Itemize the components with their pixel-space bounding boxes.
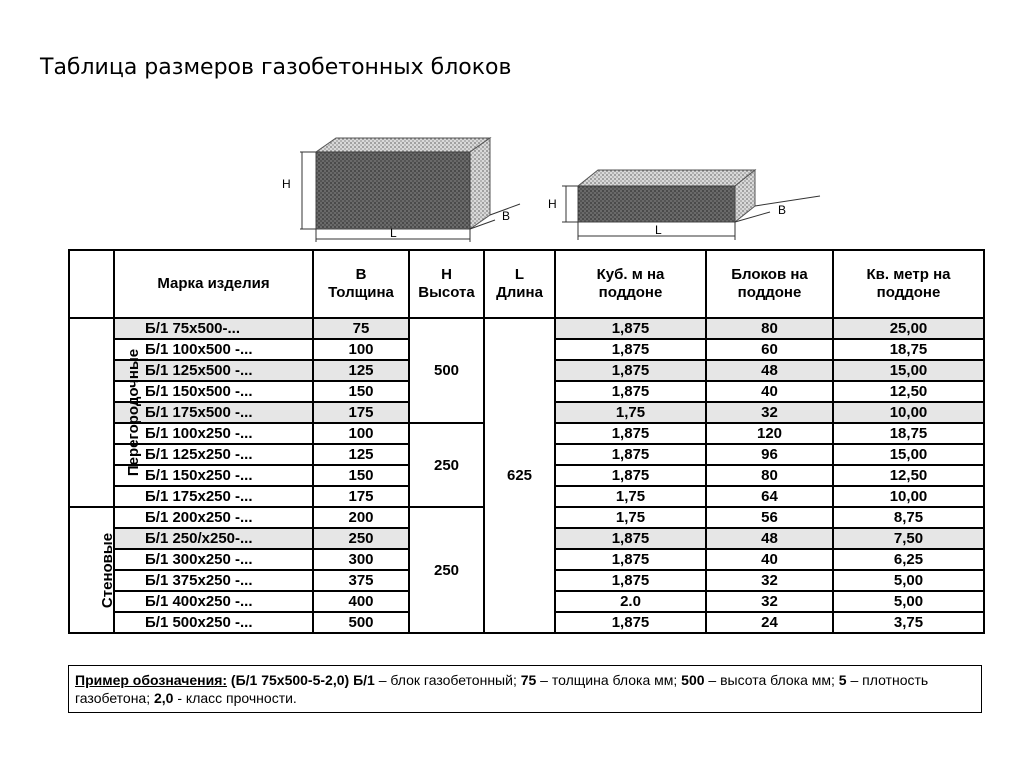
row-thickness: 125 — [313, 444, 409, 465]
row-blocks: 64 — [706, 486, 833, 507]
table-row — [69, 318, 984, 339]
row-thickness: 175 — [313, 402, 409, 423]
header-thickness: B Толщина — [313, 250, 409, 318]
row-thickness: 150 — [313, 465, 409, 486]
row-cube: 1,75 — [555, 507, 706, 528]
header-length: L Длина — [484, 250, 555, 318]
table-header-row — [69, 250, 984, 318]
row-thickness: 100 — [313, 339, 409, 360]
row-area: 12,50 — [833, 381, 984, 402]
row-area: 18,75 — [833, 339, 984, 360]
row-blocks: 40 — [706, 549, 833, 570]
row-code: Б/1 150х500 -... — [114, 381, 313, 402]
header-blocks-per-pallet: Блоков на поддоне — [706, 250, 833, 318]
thickness-label: B — [502, 209, 511, 223]
row-code: Б/1 200х250 -... — [114, 507, 313, 528]
row-cube: 1,875 — [555, 360, 706, 381]
row-area: 3,75 — [833, 612, 984, 633]
row-cube: 1,875 — [555, 444, 706, 465]
group-partition: Перегородочные — [69, 318, 114, 507]
row-blocks: 32 — [706, 591, 833, 612]
row-code: Б/1 100х500 -... — [114, 339, 313, 360]
row-cube: 1,875 — [555, 570, 706, 591]
thickness-label: B — [778, 203, 787, 217]
row-code: Б/1 300х250 -... — [114, 549, 313, 570]
group-wall: Стеновые — [69, 507, 114, 633]
note-lead: Пример обозначения: — [75, 672, 228, 688]
row-code: Б/1 250/х250-... — [114, 528, 313, 549]
row-thickness: 500 — [313, 612, 409, 633]
row-area: 6,25 — [833, 549, 984, 570]
note-example: (Б/1 75х500-5-2,0) — [227, 672, 354, 688]
tall-block-icon — [282, 138, 520, 242]
row-thickness: 175 — [313, 486, 409, 507]
note-term: 75 — [520, 672, 537, 688]
note-desc: – высота блока мм; — [704, 672, 839, 688]
row-code: Б/1 375х250 -... — [114, 570, 313, 591]
row-blocks: 48 — [706, 528, 833, 549]
short-block-icon — [548, 170, 820, 240]
note-term: 500 — [681, 672, 705, 688]
row-code: Б/1 125х250 -... — [114, 444, 313, 465]
group-header — [69, 250, 114, 318]
block-sizes-table — [68, 249, 985, 634]
row-thickness: 200 — [313, 507, 409, 528]
length-625: 625 — [484, 318, 555, 633]
header-height: H Высота — [409, 250, 484, 318]
row-cube: 1,875 — [555, 381, 706, 402]
row-area: 10,00 — [833, 402, 984, 423]
note-term: 2,0 — [154, 690, 174, 706]
row-blocks: 96 — [706, 444, 833, 465]
row-area: 10,00 — [833, 486, 984, 507]
length-label: L — [655, 223, 662, 237]
row-code: Б/1 175х500 -... — [114, 402, 313, 423]
note-term: 5 — [838, 672, 847, 688]
row-cube: 2.0 — [555, 591, 706, 612]
row-blocks: 120 — [706, 423, 833, 444]
row-area: 12,50 — [833, 465, 984, 486]
row-blocks: 80 — [706, 318, 833, 339]
row-blocks: 24 — [706, 612, 833, 633]
row-thickness: 375 — [313, 570, 409, 591]
note-desc: – толщина блока мм; — [536, 672, 682, 688]
row-area: 5,00 — [833, 591, 984, 612]
row-area: 15,00 — [833, 444, 984, 465]
row-blocks: 48 — [706, 360, 833, 381]
note-term: Б/1 — [353, 672, 375, 688]
row-blocks: 32 — [706, 570, 833, 591]
row-code: Б/1 100х250 -... — [114, 423, 313, 444]
row-cube: 1,75 — [555, 486, 706, 507]
height-500: 500 — [409, 318, 484, 423]
row-cube: 1,875 — [555, 318, 706, 339]
row-thickness: 300 — [313, 549, 409, 570]
row-thickness: 100 — [313, 423, 409, 444]
row-code: Б/1 150х250 -... — [114, 465, 313, 486]
header-area-per-pallet: Кв. метр на поддоне — [833, 250, 984, 318]
row-area: 8,75 — [833, 507, 984, 528]
note-desc: – плотность газобетона; — [75, 672, 929, 706]
header-cube-per-pallet: Куб. м на поддоне — [555, 250, 706, 318]
designation-example-note — [68, 665, 982, 713]
row-code: Б/1 400х250 -... — [114, 591, 313, 612]
row-cube: 1,75 — [555, 402, 706, 423]
row-blocks: 40 — [706, 381, 833, 402]
row-thickness: 400 — [313, 591, 409, 612]
row-cube: 1,875 — [555, 423, 706, 444]
row-blocks: 60 — [706, 339, 833, 360]
height-250-partition: 250 — [409, 423, 484, 507]
row-code: Б/1 75х500-... — [114, 318, 313, 339]
height-label: H — [282, 177, 291, 191]
block-dimensions-diagram — [270, 130, 830, 245]
row-blocks: 80 — [706, 465, 833, 486]
row-area: 15,00 — [833, 360, 984, 381]
row-area: 18,75 — [833, 423, 984, 444]
row-code: Б/1 500х250 -... — [114, 612, 313, 633]
row-cube: 1,875 — [555, 528, 706, 549]
row-thickness: 150 — [313, 381, 409, 402]
height-label: H — [548, 197, 557, 211]
row-area: 5,00 — [833, 570, 984, 591]
row-blocks: 32 — [706, 402, 833, 423]
row-cube: 1,875 — [555, 612, 706, 633]
row-thickness: 75 — [313, 318, 409, 339]
row-area: 25,00 — [833, 318, 984, 339]
row-cube: 1,875 — [555, 339, 706, 360]
note-desc: – блок газобетонный; — [374, 672, 521, 688]
row-cube: 1,875 — [555, 465, 706, 486]
height-250-wall: 250 — [409, 507, 484, 633]
length-label: L — [390, 226, 397, 240]
row-thickness: 250 — [313, 528, 409, 549]
row-thickness: 125 — [313, 360, 409, 381]
row-area: 7,50 — [833, 528, 984, 549]
note-desc: - класс прочности. — [173, 690, 297, 706]
row-cube: 1,875 — [555, 549, 706, 570]
row-code: Б/1 175х250 -... — [114, 486, 313, 507]
row-code: Б/1 125х500 -... — [114, 360, 313, 381]
row-blocks: 56 — [706, 507, 833, 528]
page-title: Таблица размеров газобетонных блоков — [40, 55, 512, 80]
header-marka: Марка изделия — [114, 250, 313, 318]
